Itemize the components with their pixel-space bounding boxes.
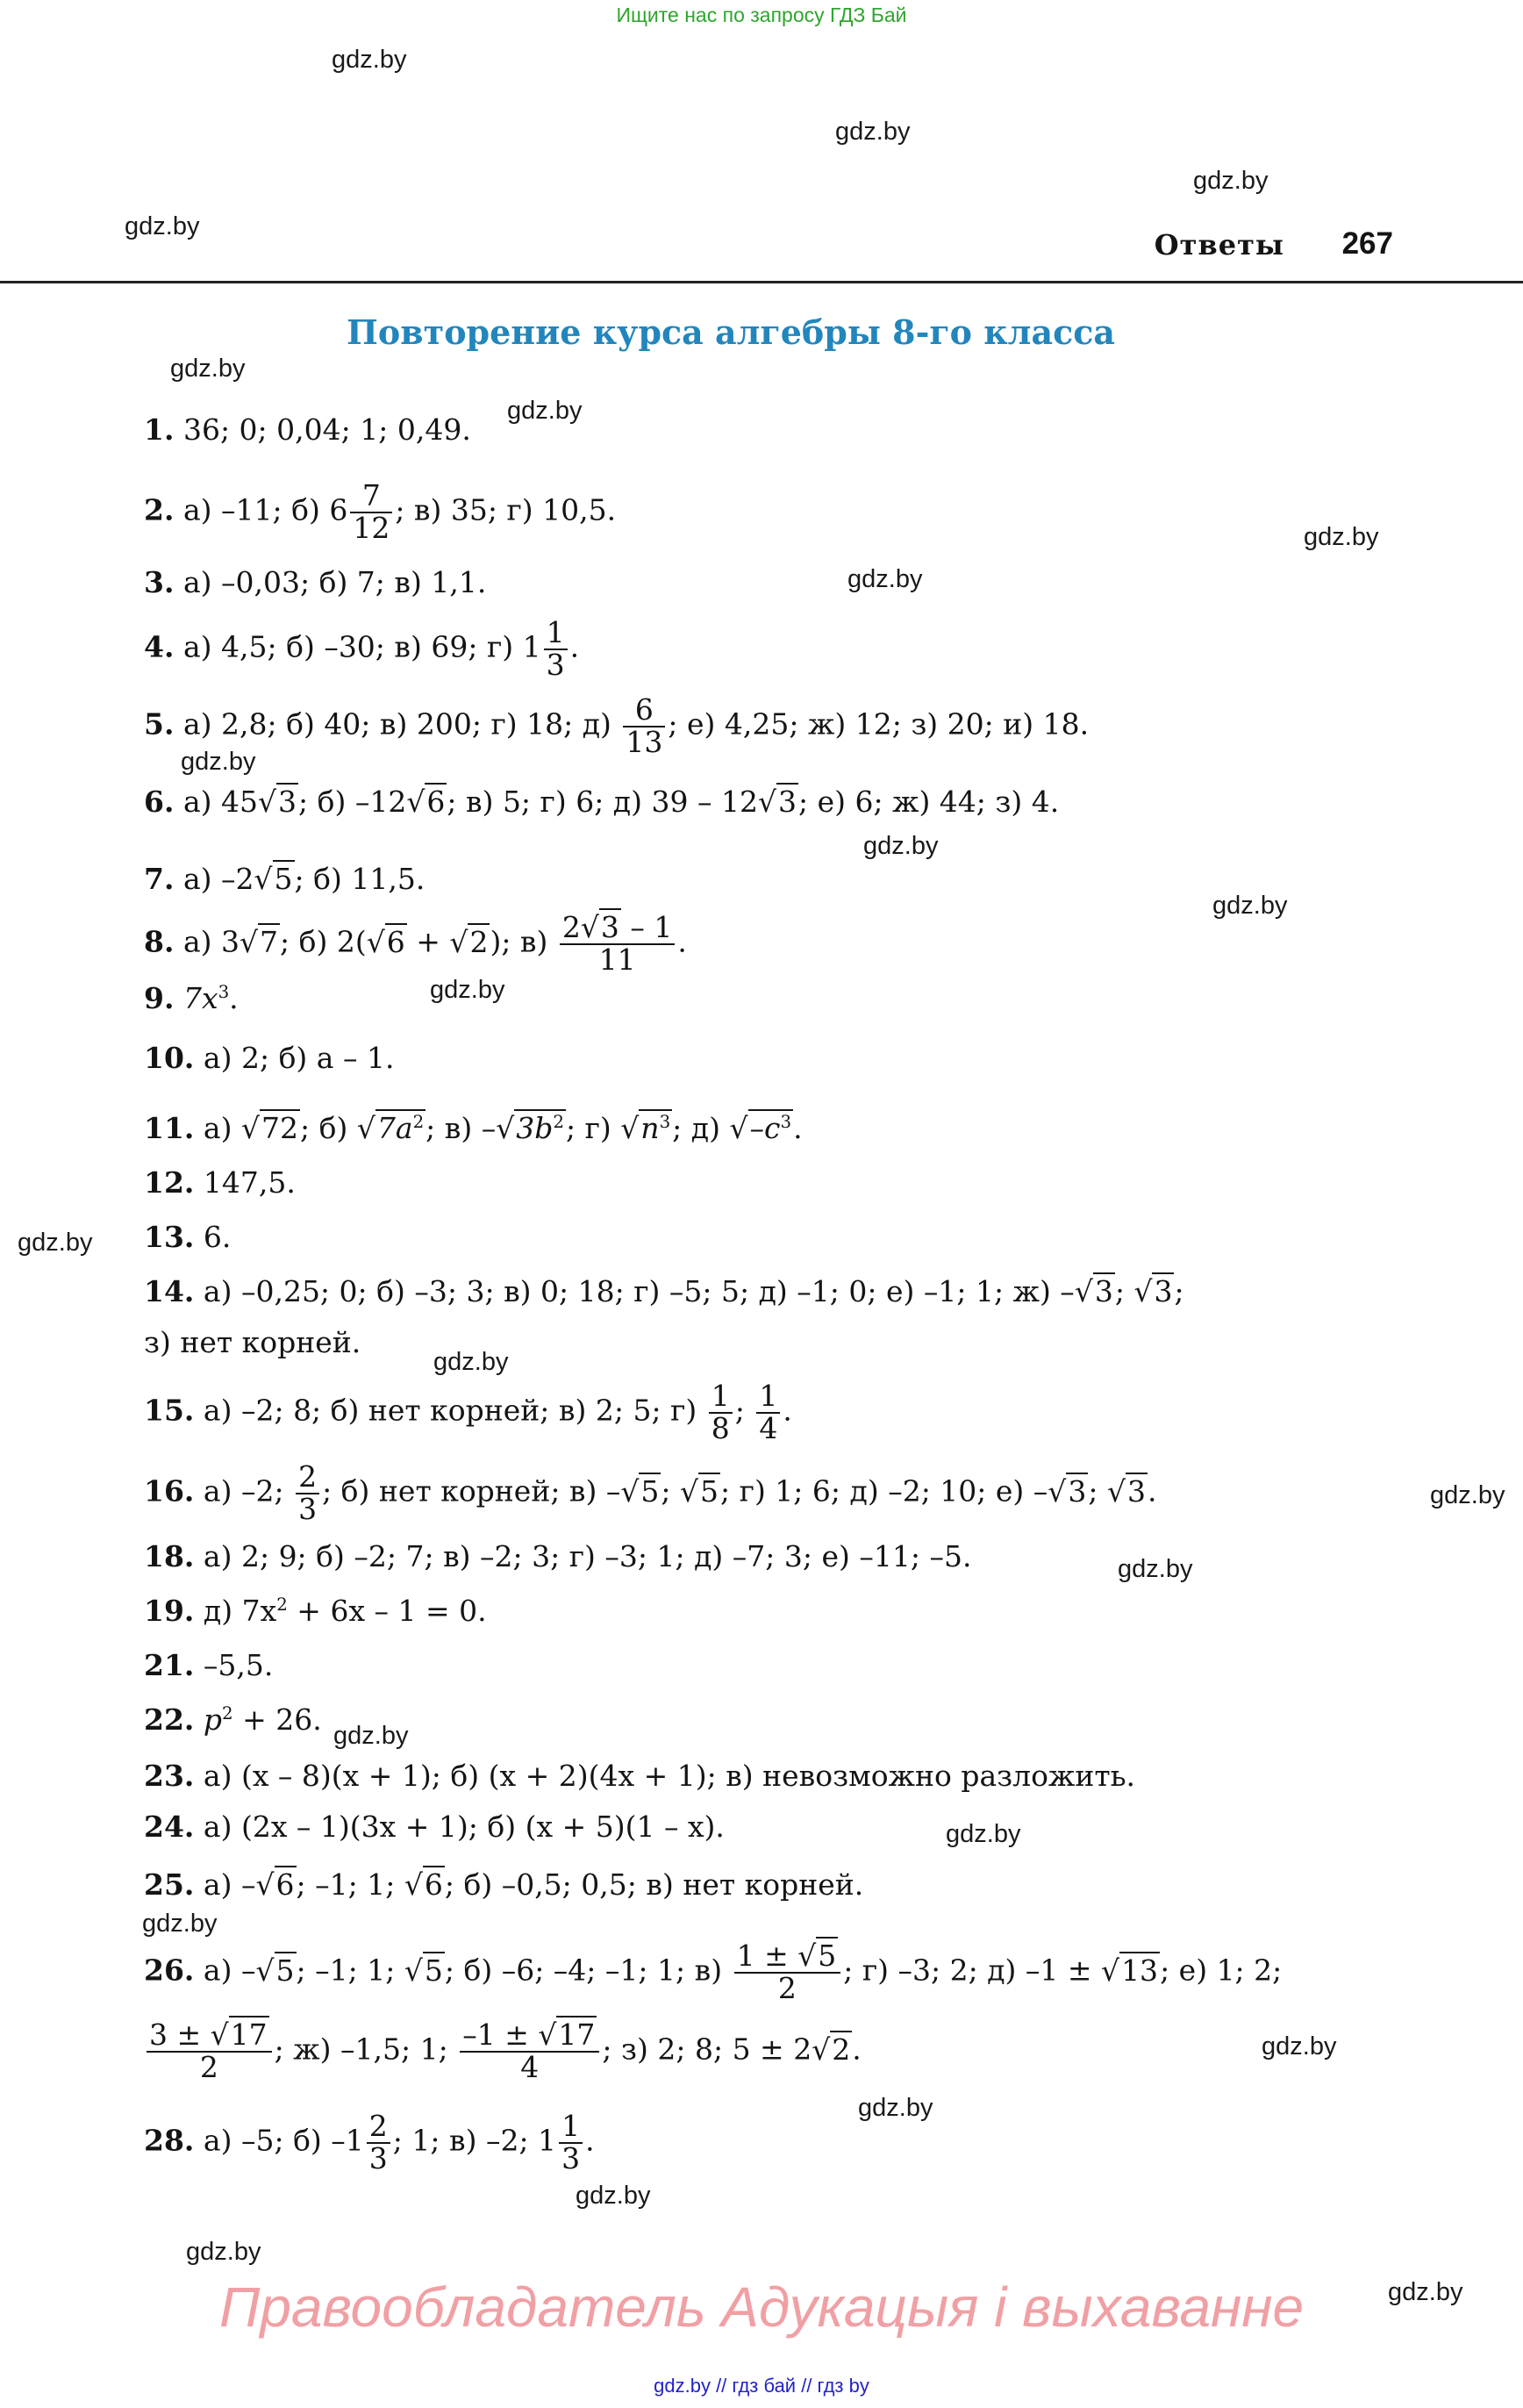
sqrt: √6 (404, 1867, 443, 1902)
answer-7: 7. а) –2√5; б) 11,5. (144, 860, 425, 899)
answer-18: 18. а) 2; 9; б) –2; 7; в) –2; 3; г) –3; 1; д) –7; 3; е) –11; –5. (144, 1539, 972, 1573)
sqrt: √7 (240, 924, 279, 959)
watermark-gdz: gdz.by (170, 355, 246, 383)
sqrt: $√-c^3$ (729, 1111, 792, 1145)
answer-1: 1. 36; 0; 0,04; 1; 0,49. (144, 412, 471, 447)
watermark-gdz: gdz.by (946, 1820, 1021, 1848)
fraction: $\frac{2}{3}$ (296, 1462, 319, 1524)
sqrt: $√3b^2$ (496, 1111, 564, 1145)
fraction: $\frac{1}{3}$ (544, 618, 568, 680)
watermark-gdz: gdz.by (847, 565, 923, 593)
watermark-gdz: gdz.by (18, 1229, 93, 1257)
answer-21: 21. –5,5. (144, 1648, 274, 1682)
watermark-gdz: gdz.by (142, 1910, 218, 1938)
sqrt: √3 (1074, 1274, 1113, 1308)
sqrt: √6 (406, 785, 446, 819)
watermark-gdz: gdz.by (1118, 1555, 1193, 1583)
fraction: $\frac{2}{3}$ (367, 2111, 390, 2174)
page-number: 267 (1341, 226, 1393, 261)
top-banner[interactable]: Ищите нас по запросу ГДЗ Бай (616, 4, 907, 26)
header-label: Ответы (1154, 228, 1284, 262)
watermark-gdz: gdz.by (863, 832, 939, 860)
answer-25: 25. а) –√6; –1; 1; √6; б) –0,5; 0,5; в) нет корней. (144, 1866, 863, 1904)
sqrt: √6 (366, 924, 405, 959)
sqrt: √3 (1133, 1274, 1173, 1308)
sqrt: √5 (680, 1473, 719, 1509)
section-title: Повторение курса алгебры 8-го класса (347, 312, 1115, 352)
sqrt: √5 (254, 862, 293, 896)
answer-22: 22. $p^2 + 26$. (144, 1702, 322, 1737)
sqrt: √2 (449, 924, 489, 959)
watermark-gdz: gdz.by (430, 976, 505, 1004)
fraction: $\frac{-1 \pm √17}{4}$ (460, 2020, 599, 2082)
answer-24: 24. а) (2x – 1)(3x + 1); б) (x + 5)(1 – x). (144, 1810, 725, 1844)
watermark-gdz: gdz.by (1212, 892, 1288, 920)
header-divider (0, 281, 1523, 283)
answer-10: 10. а) 2; б) a – 1. (144, 1041, 395, 1075)
fraction: $\frac{1}{3}$ (559, 2111, 583, 2174)
answer-3: 3. а) –0,03; б) 7; в) 1,1. (144, 565, 487, 599)
answer-14-continuation: з) нет корней. (144, 1325, 361, 1359)
sqrt: √2 (812, 2032, 851, 2067)
watermark-gdz: gdz.by (1430, 1481, 1505, 1509)
answer-4: 4. а) 4,5; б) –30; в) 69; г) 1 $\frac{1}{3}$ . (144, 615, 580, 682)
sqrt: √72 (240, 1111, 299, 1145)
sqrt: $√n^3$ (620, 1111, 671, 1145)
sqrt: √3 (757, 785, 797, 819)
watermark-gdz: gdz.by (858, 2094, 933, 2122)
sqrt: √3 (257, 785, 297, 819)
watermark-gdz: gdz.by (332, 46, 407, 74)
answer-19: 19. д) $7x^2 + 6x - 1 = 0$. (144, 1594, 487, 1628)
answer-2: 2. а) –11; б) 6 $\frac{7}{12}$ ; в) 35; г) 10,5. (144, 478, 617, 545)
watermark-gdz: gdz.by (333, 1722, 409, 1750)
answer-6: 6. а) 45√3; б) –12√6; в) 5; г) 6; д) 39 – 12√3; е) 6; ж) 44; з) 4. (144, 783, 1059, 821)
answer-11: 11. а) √72; б) $√7a^2$; в) $-√3b^2$; г) $√n^3$; д) $√-c^3$. (144, 1109, 803, 1148)
copyright-watermark: Правообладатель Адукацыя і выхаванне (218, 2275, 1305, 2339)
watermark-gdz: gdz.by (181, 748, 256, 776)
watermark-gdz: gdz.by (125, 212, 200, 240)
fraction: $\frac{6}{13}$ (623, 695, 665, 757)
watermark-gdz: gdz.by (1304, 523, 1379, 551)
answer-28: 28. а) –5; б) –1 $\frac{2}{3}$ ; 1; в) –2; 1 $\frac{1}{3}$ . (144, 2109, 595, 2175)
watermark-gdz: gdz.by (433, 1348, 509, 1376)
answer-23: 23. а) (x – 8)(x + 1); б) (x + 2)(4x + 1); в) невозможно разложить. (144, 1759, 1136, 1793)
sqrt: √3 (1106, 1473, 1146, 1509)
fraction: $\frac{2√3 - 1}{11}$ (560, 913, 676, 975)
watermark-gdz: gdz.by (576, 2182, 651, 2210)
watermark-gdz: gdz.by (507, 397, 583, 425)
answer-26-continuation: $\frac{3 \pm √17}{2}$ ; ж) –1,5; 1; $\frac{-1 \pm √17}{4}$ ; з) 2; 8; 5 ± 2√2. (144, 2020, 862, 2082)
watermark-gdz: gdz.by (835, 118, 911, 146)
sqrt: √3 (1048, 1473, 1087, 1509)
sqrt: √5 (620, 1473, 660, 1509)
bottom-links[interactable]: gdz.by // гдз бай // гдз by (654, 2375, 869, 2397)
watermark-gdz: gdz.by (1262, 2032, 1337, 2060)
answer-12: 12. 147,5. (144, 1165, 296, 1200)
fraction: $\frac{3 \pm √17}{2}$ (147, 2020, 272, 2082)
watermark-gdz: gdz.by (1193, 167, 1269, 195)
answer-9: 9. $7x^3$. (144, 981, 239, 1015)
fraction: $\frac{1}{4}$ (756, 1381, 780, 1444)
sqrt: √6 (255, 1867, 295, 1902)
fraction: $\frac{1}{8}$ (709, 1381, 733, 1444)
sqrt: $√7a^2$ (356, 1111, 425, 1145)
answer-14: 14. а) –0,25; 0; б) –3; 3; в) 0; 18; г) –5; 5; д) –1; 0; е) –1; 1; ж) –√3; √3; (144, 1272, 1184, 1311)
answer-8: 8. а) 3√7; б) 2(√6 + √2); в) $\frac{2√3 - 1}{11}$ . (144, 910, 687, 977)
watermark-gdz: gdz.by (1388, 2278, 1463, 2306)
answer-16: 16. а) –2; $\frac{2}{3}$ ; б) нет корней; в) –√5; √5; г) 1; 6; д) –2; 10; е) –√3; √3. (144, 1459, 1157, 1526)
sqrt: √5 (404, 1953, 443, 1988)
answer-5: 5. а) 2,8; б) 40; в) 200; г) 18; д) $\frac{6}{13}$ ; е) 4,25; ж) 12; з) 20; и) 18. (144, 692, 1090, 759)
sqrt: √5 (255, 1953, 295, 1988)
answer-15: 15. а) –2; 8; б) нет корней; в) 2; 5; г) $\frac{1}{8}$ ; $\frac{1}{4}$ . (144, 1379, 792, 1445)
answer-13: 13. 6. (144, 1220, 232, 1254)
sqrt: √13 (1101, 1953, 1159, 1988)
answer-26: 26. а) –√5; –1; 1; √5; б) –6; –4; –1; 1; в) $\frac{1 \pm √5}{2}$ ; г) –3; 2; д) –1 ± √13; е) 1; 2; (144, 1939, 1283, 2005)
watermark-gdz: gdz.by (186, 2238, 261, 2266)
fraction: $\frac{7}{12}$ (350, 481, 392, 543)
fraction: $\frac{1 \pm √5}{2}$ (734, 1941, 841, 2003)
